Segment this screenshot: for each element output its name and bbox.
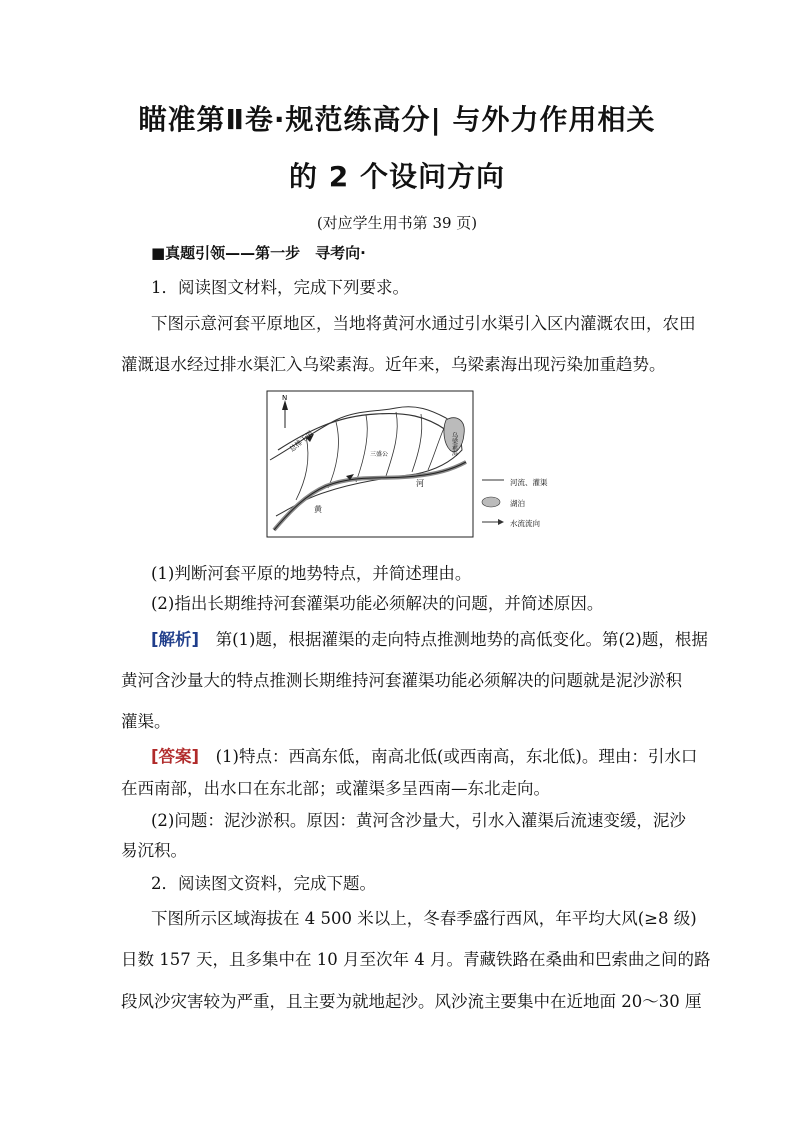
legend-arrow-icon [498, 519, 504, 525]
river-label-2: 黄 [314, 505, 322, 514]
question-1-intro: 1．阅读图文材料，完成下列要求。 [151, 278, 409, 297]
legend-lake-symbol [482, 497, 500, 507]
question-1-sub-1: (1)判断河套平原的地势特点，并简述理由。 [151, 564, 472, 583]
canal-label: 总排干渠 [288, 429, 315, 454]
river-label-1: 河 [416, 479, 424, 488]
question-1-material-line-1: 下图示意河套平原地区，当地将黄河水通过引水渠引入区内灌溉农田，农田 [151, 314, 696, 333]
answer-line-4: 易沉积。 [121, 841, 187, 860]
map-frame [267, 391, 473, 537]
legend-lake-label: 湖泊 [510, 499, 525, 508]
analysis-text-1: 第(1)题，根据灌渠的走向特点推测地势的高低变化。第(2)题，根据 [199, 630, 708, 649]
answer-line-3: (2)问题：泥沙淤积。原因：黄河含沙量大，引水入灌渠后流速变缓，泥沙 [151, 811, 686, 830]
question-2-line-2: 日数 157 天，且多集中在 10 月至次年 4 月。青藏铁路在桑曲和巴索曲之间的路 [121, 950, 711, 969]
question-1-material-line-2: 灌溉退水经过排水渠汇入乌梁素海。近年来，乌梁素海出现污染加重趋势。 [121, 355, 666, 374]
answer-line-2: 在西南部，出水口在东北部；或灌渠多呈西南—东北走向。 [121, 779, 550, 798]
section-heading: ■真题引领——第一步 寻考向· [151, 244, 366, 262]
answer-text-1: (1)特点：西高东低，南高北低(或西南高，东北低)。理由：引水口 [199, 747, 698, 766]
question-2-intro: 2．阅读图文资料，完成下题。 [151, 874, 376, 893]
analysis-line-1 [151, 626, 708, 650]
page-title-line-2: 的 2 个设问方向 [289, 160, 505, 193]
analysis-line-3: 灌渠。 [121, 712, 171, 731]
legend-flow-label: 水流流向 [510, 519, 540, 528]
hetao-plain-map [266, 390, 531, 538]
answer-line-1 [151, 743, 697, 767]
map-drawing [266, 390, 531, 538]
lake-label: 乌梁素海 [450, 432, 458, 456]
dam-label: 三盛公 [370, 451, 389, 458]
analysis-line-2: 黄河含沙量大的特点推测长期维持河套灌渠功能必须解决的问题就是泥沙淤积 [121, 671, 682, 690]
page-title-line-1: 瞄准第Ⅱ卷·规范练高分| 与外力作用相关 [138, 103, 656, 136]
question-2-line-1: 下图所示区域海拔在 4 500 米以上，冬春季盛行西风，年平均大风(≥8 级) [151, 909, 697, 928]
question-1-sub-2: (2)指出长期维持河套灌渠功能必须解决的问题，并简述原因。 [151, 594, 604, 613]
analysis-tag: [解析] [151, 630, 200, 649]
question-2-line-3: 段风沙灾害较为严重，且主要为就地起沙。风沙流主要集中在近地面 20～30 厘 [121, 992, 702, 1011]
page-subtitle: (对应学生用书第 39 页) [316, 214, 478, 232]
legend-rivers-label: 河流、灌渠 [510, 478, 548, 487]
north-label: N [282, 394, 288, 402]
answer-tag: [答案] [151, 747, 200, 766]
